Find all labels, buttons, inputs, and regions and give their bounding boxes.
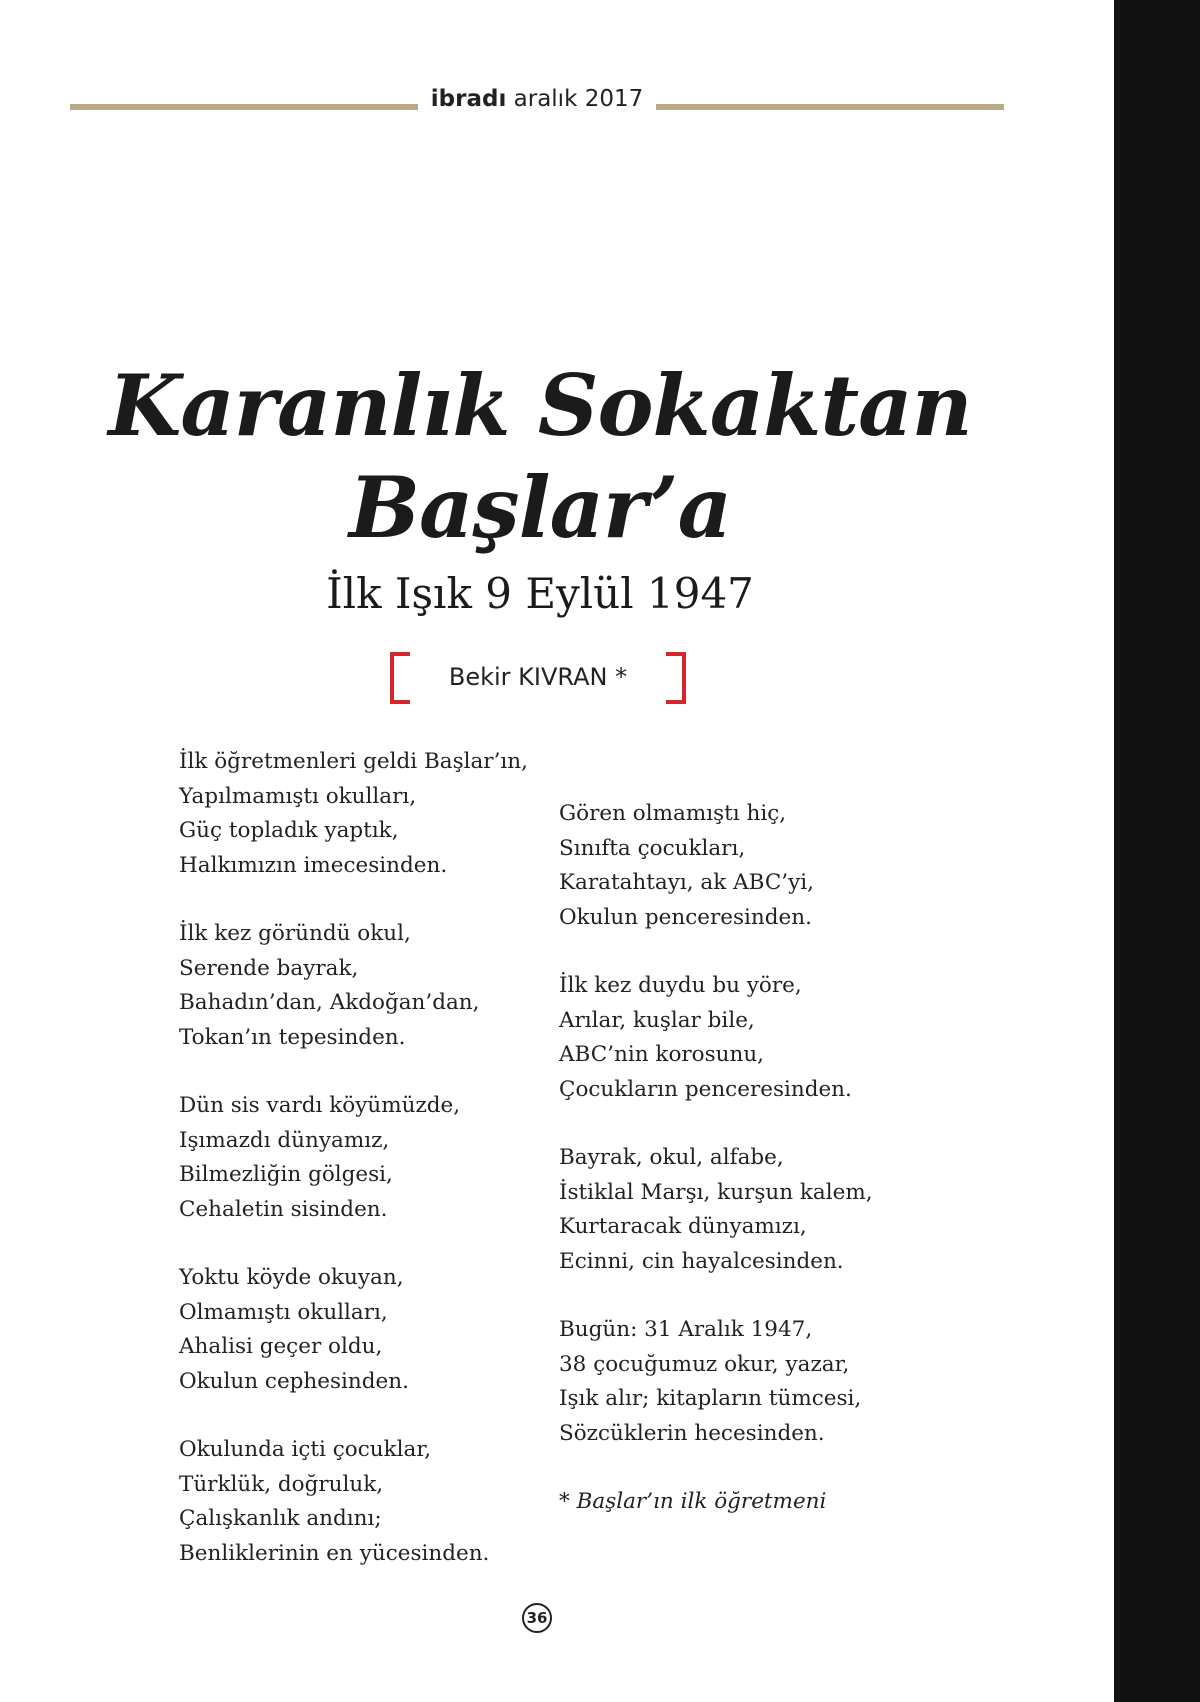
poem-line: Işık alır; kitapların tümcesi, [559, 1386, 862, 1411]
poem-line: Sınıfta çocukları, [559, 835, 746, 861]
magazine-name: ibradı [430, 86, 507, 112]
left-bracket-icon [390, 652, 410, 704]
header-rule-right [656, 104, 1004, 110]
stanza [179, 1089, 539, 1227]
stanza [179, 1433, 539, 1571]
poem-line: Çalışkanlık andını; [179, 1506, 382, 1531]
poem-line: Bayrak, okul, alfabe, [559, 1145, 784, 1170]
right-bracket-icon [666, 652, 686, 704]
poem-line: İlk kez duydu bu yöre, [559, 973, 802, 998]
poem-line: Karatahtayı, ak ABC’yi, [559, 870, 814, 895]
poem-line: Cehaletin sisinden. [179, 1196, 388, 1222]
poem-right-column [559, 797, 919, 1520]
poem-line: Çocukların penceresinden. [559, 1076, 852, 1102]
poem-line: Okulun cephesinden. [179, 1368, 409, 1394]
header-rule-left [70, 104, 418, 110]
stanza [179, 917, 539, 1055]
poem-line: Okulun penceresinden. [559, 904, 812, 930]
poem-line: Türklük, doğruluk, [179, 1471, 384, 1497]
poem-line: Ecinni, cin hayalcesinden. [559, 1248, 844, 1274]
author-byline [390, 652, 686, 708]
poem-line: Bilmezliğin gölgesi, [179, 1162, 393, 1187]
poem-line: İlk kez göründü okul, [179, 921, 411, 946]
poem-line: Tokan’ın tepesinden. [179, 1024, 406, 1050]
poem-line: İlk öğretmenleri geldi Başlar’ın, [179, 749, 528, 774]
poem-line: Arılar, kuşlar bile, [559, 1007, 755, 1033]
title-line-2: Başlar’a [348, 458, 732, 557]
poem-line: Kurtaracak dünyamızı, [559, 1214, 807, 1239]
poem-line: Ahalisi geçer oldu, [179, 1334, 383, 1359]
issue-date: aralık 2017 [513, 86, 644, 112]
poem-line: Olmamıştı okulları, [179, 1299, 388, 1325]
poem-line: Okulunda içti çocuklar, [179, 1437, 432, 1462]
poem-line: Dün sis vardı köyümüzde, [179, 1093, 461, 1118]
page-edge-bar [1114, 0, 1200, 1702]
page-number: 36 [522, 1603, 552, 1633]
poem-line: Işımazdı dünyamız, [179, 1127, 390, 1153]
poem-line: Yoktu köyde okuyan, [179, 1265, 404, 1290]
poem-line: Güç topladık yaptık, [179, 818, 399, 843]
stanza [559, 797, 919, 935]
article-title [60, 355, 1020, 559]
poem-line: Halkımızın imecesinden. [179, 852, 448, 878]
poem-line: Gören olmamıştı hiç, [559, 801, 787, 826]
poem-line: 38 çocuğumuz okur, yazar, [559, 1351, 850, 1377]
poem-line: İstiklal Marşı, kurşun kalem, [559, 1179, 873, 1205]
stanza [559, 969, 919, 1107]
poem-line: Serende bayrak, [179, 955, 359, 981]
poem-right-stanzas [559, 797, 919, 1451]
article-subtitle: İlk Işık 9 Eylül 1947 [326, 569, 754, 618]
stanza [559, 1313, 919, 1451]
poem-line: Bahadın’dan, Akdoğan’dan, [179, 990, 480, 1015]
running-header [418, 86, 656, 112]
poem-line: Benliklerinin en yücesinden. [179, 1540, 490, 1566]
stanza [179, 745, 539, 883]
footnote: * Başlar’ın ilk öğretmeni [559, 1489, 827, 1514]
poem-line: Bugün: 31 Aralık 1947, [559, 1317, 813, 1342]
author-name: Bekir KIVRAN * [448, 663, 628, 691]
poem-line: ABC’nin korosunu, [559, 1042, 765, 1067]
poem-left-column [179, 745, 539, 1605]
poem-line: Sözcüklerin hecesinden. [559, 1420, 825, 1446]
poem-line: Yapılmamıştı okulları, [179, 783, 417, 809]
stanza [179, 1261, 539, 1399]
stanza [559, 1141, 919, 1279]
title-line-1: Karanlık Sokaktan [108, 356, 972, 455]
